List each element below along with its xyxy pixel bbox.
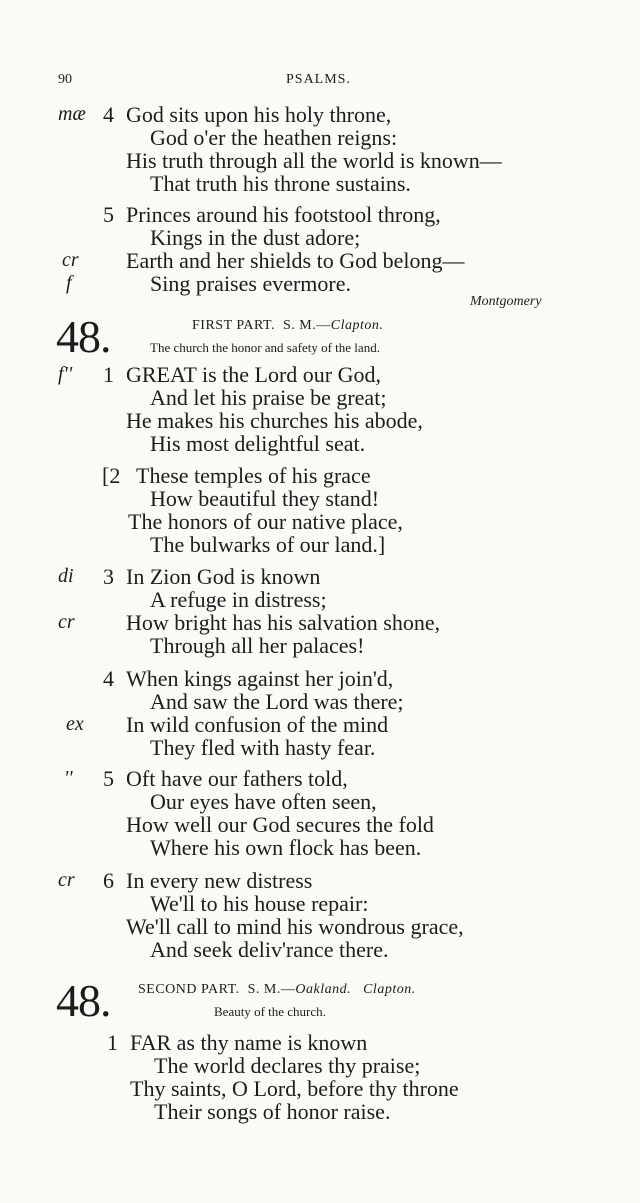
verse-number: 3 bbox=[103, 564, 114, 589]
verse-line: Sing praises evermore. bbox=[150, 271, 351, 296]
verse-line: That truth his throne sustains. bbox=[150, 171, 411, 196]
dynamic-mark: cr bbox=[58, 611, 75, 633]
verse-line: The world declares thy praise; bbox=[154, 1053, 421, 1078]
verse-line: A refuge in distress; bbox=[150, 587, 327, 612]
meter: S. M.— bbox=[283, 318, 331, 333]
verse-line: And saw the Lord was there; bbox=[150, 689, 404, 714]
verse-line: How beautiful they stand! bbox=[150, 486, 380, 511]
part-label: FIRST PART. bbox=[192, 318, 275, 333]
verse-line: God o'er the heathen reigns: bbox=[150, 125, 398, 150]
verse-line: Earth and her shields to God belong— bbox=[126, 248, 465, 273]
verse-line: His truth through all the world is known— bbox=[126, 148, 502, 173]
meter: S. M.— bbox=[247, 982, 296, 997]
verse-line: The honors of our native place, bbox=[128, 509, 403, 534]
verse-line: These temples of his grace bbox=[136, 463, 371, 488]
hymn-subtitle: The church the honor and safety of the land. bbox=[150, 340, 380, 355]
verse-line: In wild confusion of the mind bbox=[126, 712, 389, 737]
verse-line: Thy saints, O Lord, before thy throne bbox=[130, 1076, 459, 1101]
verse-line: We'll call to mind his wondrous grace, bbox=[126, 914, 464, 939]
verse-line: Where his own flock has been. bbox=[150, 835, 422, 860]
verse-line: His most delightful seat. bbox=[150, 431, 366, 456]
dynamic-mark: cr bbox=[58, 869, 75, 891]
hymn-subtitle: Beauty of the church. bbox=[214, 1004, 326, 1019]
tune: Clapton. bbox=[330, 318, 384, 333]
verse-number: 4 bbox=[103, 666, 114, 691]
hymn-heading bbox=[192, 318, 383, 334]
verse-number: 6 bbox=[103, 868, 114, 893]
verse-line: In Zion God is known bbox=[126, 564, 321, 589]
verse-line: FAR as thy name is known bbox=[130, 1030, 368, 1055]
dynamic-mark: '' bbox=[64, 767, 73, 789]
verse-number: 1 bbox=[103, 362, 114, 387]
verse-number: 4 bbox=[103, 102, 114, 127]
verse-line: We'll to his house repair: bbox=[150, 891, 369, 916]
verse-line: And let his praise be great; bbox=[150, 385, 387, 410]
verse-number: 5 bbox=[103, 766, 114, 791]
tune: Oakland. bbox=[295, 982, 352, 997]
dynamic-mark: mæ bbox=[58, 103, 86, 125]
verse-line: They fled with hasty fear. bbox=[150, 735, 376, 760]
verse-line: And seek deliv'rance there. bbox=[150, 937, 389, 962]
hymn-number: 48. bbox=[56, 311, 111, 362]
part-label: SECOND PART. bbox=[138, 982, 240, 997]
dynamic-mark: f bbox=[66, 272, 72, 294]
dynamic-mark: ex bbox=[66, 713, 84, 735]
hymn-heading bbox=[138, 982, 416, 998]
verse-number: 1 bbox=[107, 1030, 118, 1055]
dynamic-mark: cr bbox=[62, 249, 79, 271]
verse-line: Our eyes have often seen, bbox=[150, 789, 377, 814]
dynamic-mark: f'' bbox=[58, 363, 73, 385]
verse-number: [2 bbox=[102, 463, 121, 488]
verse-line: God sits upon his holy throne, bbox=[126, 102, 392, 127]
verse-line: He makes his churches his abode, bbox=[126, 408, 423, 433]
verse-line: Oft have our fathers told, bbox=[126, 766, 348, 791]
verse-line: Princes around his footstool throng, bbox=[126, 202, 441, 227]
verse-line: How well our God secures the fold bbox=[126, 812, 434, 837]
page-number: 90 bbox=[58, 72, 72, 87]
dynamic-mark: di bbox=[58, 565, 74, 587]
verse-line: How bright has his salvation shone, bbox=[126, 610, 441, 635]
verse-line: GREAT is the Lord our God, bbox=[126, 362, 382, 387]
verse-number: 5 bbox=[103, 202, 114, 227]
verse-line: Through all her palaces! bbox=[150, 633, 365, 658]
verse-line: Kings in the dust adore; bbox=[150, 225, 361, 250]
verse-line: Their songs of honor raise. bbox=[154, 1099, 391, 1124]
hymn-number: 48. bbox=[56, 975, 111, 1026]
verse-line: The bulwarks of our land.] bbox=[150, 532, 386, 557]
verse-line: In every new distress bbox=[126, 868, 313, 893]
verse-line: When kings against her join'd, bbox=[126, 666, 394, 691]
author: Montgomery bbox=[470, 294, 542, 309]
running-head: PSALMS. bbox=[286, 72, 351, 87]
tune: Clapton. bbox=[363, 982, 416, 997]
